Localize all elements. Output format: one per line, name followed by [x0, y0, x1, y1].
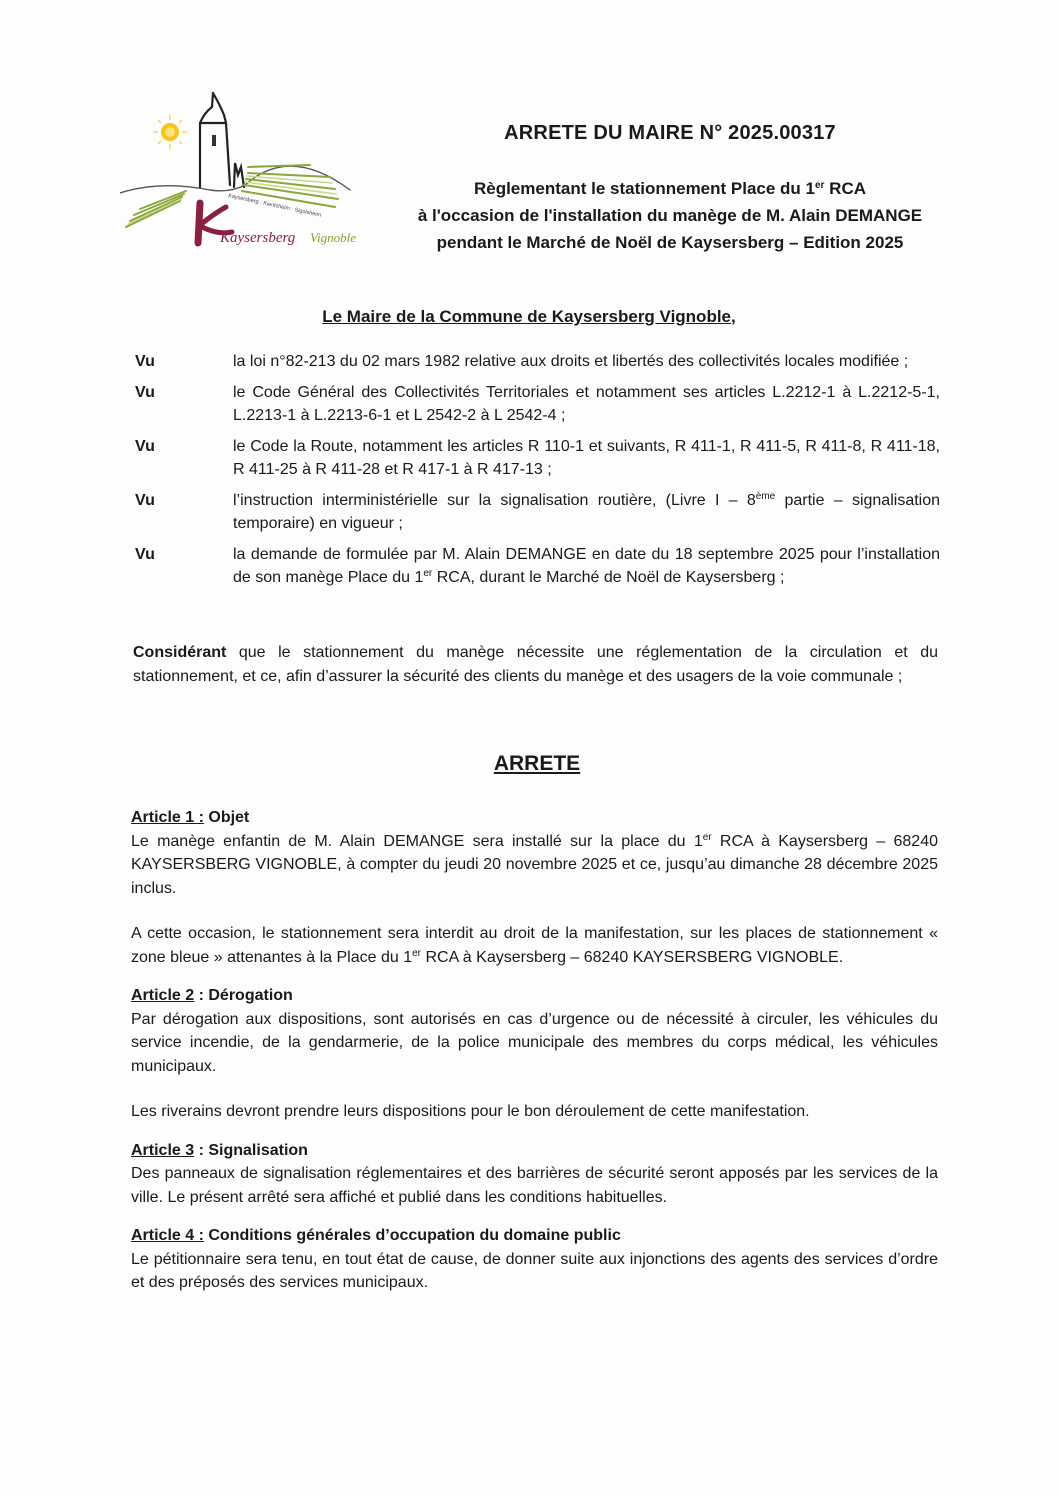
- mayor-heading: Le Maire de la Commune de Kaysersberg Vignoble,: [322, 307, 736, 326]
- considerant-text: que le stationnement du manège nécessite une réglementation de la circulation et du stationnement, et ce, afin d’assurer la sécurité des clients du manège et des usagers de la voie communale ;: [133, 644, 938, 685]
- vu-list: [135, 350, 940, 597]
- article-number: Article 2: [131, 987, 195, 1004]
- sun-icon: [153, 115, 187, 149]
- superscript: er: [423, 568, 433, 579]
- vu-text-part: RCA, durant le Marché de Noël de Kaysersberg ;: [432, 569, 785, 586]
- arrete-heading: ARRETE: [493, 752, 581, 775]
- logo-brand-main: Kaysersberg: [220, 230, 296, 246]
- article-paragraph: Par dérogation aux dispositions, sont autorisés en cas d’urgence ou de nécessité à circuler, les véhicules du service incendie, de la gendarmerie, de la police municipale des membres du corps médical, les véhicules municipaux.: [131, 1010, 938, 1075]
- superscript: er: [702, 831, 712, 843]
- vu-text: le Code la Route, notamment les articles R 110-1 et suivants, R 411-1, R 411-5, R 411-8, R 411-18, R 411-25 à R 411-28 et R 417-1 à R 417-13 ;: [233, 437, 940, 478]
- subtitle-line-1: [385, 175, 955, 202]
- article-heading: : Signalisation: [194, 1141, 308, 1159]
- vu-text: le Code Général des Collectivités Territoriales et notamment ses articles L.2212-1 à L.2212-5-1, L.2213-1 à L.2213-6-1 et L 2542-2 à L 2542-4 ;: [233, 383, 940, 424]
- decree-title: ARRETE DU MAIRE N° 2025.00317: [504, 122, 836, 144]
- article-paragraph: Le pétitionnaire sera tenu, en tout état de cause, de donner suite aux injonctions des agents des services d’ordre et des préposés des services municipaux.: [131, 1250, 938, 1291]
- paragraph-text: RCA à Kaysersberg – 68240 KAYSERSBERG VIGNOBLE.: [421, 948, 844, 966]
- article-paragraph: [131, 922, 938, 969]
- article-heading: Conditions générales d’occupation du domaine public: [203, 1227, 621, 1244]
- vu-item: [135, 489, 940, 536]
- vu-item: [135, 543, 940, 590]
- superscript: er: [412, 947, 422, 959]
- article-number: Article 4 :: [131, 1227, 204, 1244]
- article-title: [131, 806, 938, 830]
- article-paragraph: [131, 830, 938, 901]
- subtitle-line-3: pendant le Marché de Noël de Kaysersberg – Edition 2025: [436, 233, 904, 252]
- superscript: er: [815, 180, 825, 191]
- article-3: [131, 1139, 938, 1210]
- article-heading: : Dérogation: [194, 987, 293, 1004]
- article-title: [131, 984, 938, 1008]
- paragraph-text: RCA à Kaysersberg – 68240 KAYSERSBERG VIGNOBLE, à compter du jeudi 20 novembre 2025 et ce, jusqu’au dimanche 28 décembre 2025 inclus.: [131, 832, 939, 897]
- vu-text: [233, 543, 940, 590]
- tower-icon: [200, 93, 244, 187]
- kaysersberg-vignoble-logo: [120, 85, 375, 255]
- article-number: Article 3: [131, 1141, 195, 1159]
- considerant-lead: Considérant: [133, 644, 227, 661]
- vu-label: Vu: [135, 437, 155, 455]
- vu-item: [135, 381, 940, 428]
- vu-item: [135, 435, 940, 482]
- article-paragraph: Des panneaux de signalisation réglementaires et des barrières de sécurité seront apposés par les services de la ville. Le présent arrêté sera affiché et publié dans les conditions habituelles.: [131, 1165, 938, 1206]
- vu-label: Vu: [135, 383, 155, 401]
- vu-item: [135, 350, 940, 374]
- vu-label: Vu: [135, 353, 155, 370]
- vu-label: Vu: [135, 545, 155, 563]
- article-title: [131, 1224, 938, 1248]
- article-4: [131, 1224, 938, 1295]
- article-2: [131, 984, 938, 1124]
- article-paragraph: Les riverains devront prendre leurs dispositions pour le bon déroulement de cette manifestation.: [131, 1103, 810, 1120]
- vu-label: Vu: [135, 491, 155, 509]
- article-1: [131, 806, 938, 969]
- document-header: [385, 122, 955, 256]
- vu-text-part: la demande de formulée par M. Alain DEMANGE en date du 18 septembre 2025 pour l’installation de son manège Place du 1: [233, 545, 940, 586]
- paragraph-text: Le manège enfantin de M. Alain DEMANGE sera installé sur la place du 1: [131, 832, 703, 850]
- considerant-paragraph: [133, 641, 938, 688]
- logo-brand-sub: Vignoble: [310, 230, 356, 245]
- article-number: Article 1 :: [131, 809, 204, 826]
- subtitle-line-1-end: RCA: [824, 179, 867, 198]
- vu-text: la loi n°82-213 du 02 mars 1982 relative aux droits et libertés des collectivités locales modifiée ;: [233, 353, 909, 370]
- vu-text-part: l’instruction interministérielle sur la signalisation routière, (Livre I – 8: [233, 491, 756, 509]
- subtitle-line-2: à l'occasion de l'installation du manège de M. Alain DEMANGE: [417, 206, 923, 225]
- articles: [131, 806, 938, 1310]
- logo-towns-line: Kaysersberg · Kientzheim · Sigolsheim: [227, 193, 322, 219]
- paragraph-text: A cette occasion, le stationnement sera interdit au droit de la manifestation, sur les places de stationnement « zone bleue » attenantes à la Place du 1: [131, 925, 938, 966]
- article-heading: Objet: [203, 809, 250, 826]
- decree-subtitle: [385, 175, 955, 256]
- article-title: [131, 1139, 938, 1163]
- vu-text: [233, 489, 940, 536]
- superscript: ème: [755, 490, 776, 502]
- subtitle-line-1-text: Règlementant le stationnement Place du 1: [473, 179, 815, 198]
- vu-text-part: partie – signalisation temporaire) en vigueur ;: [233, 491, 941, 532]
